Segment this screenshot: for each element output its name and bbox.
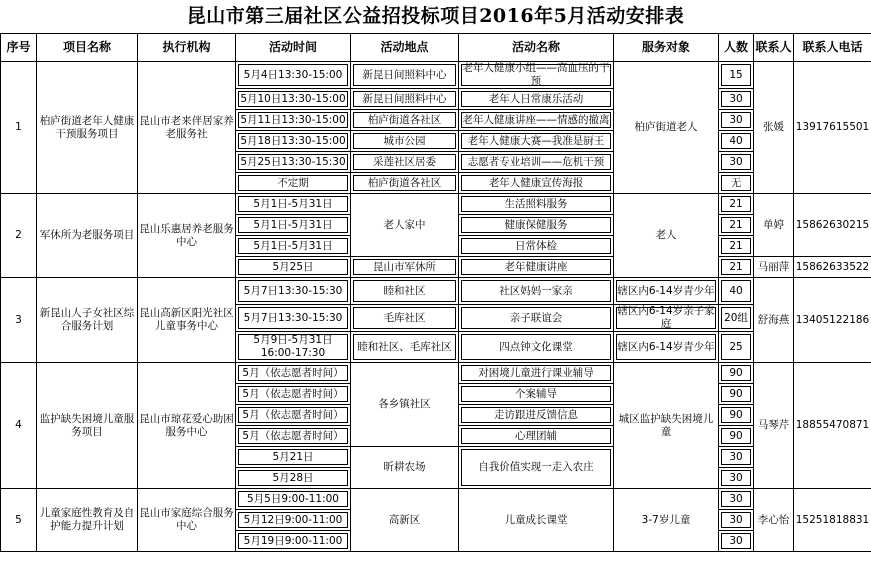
activity-name: 健康保健服务 <box>459 215 614 236</box>
participant-count: 90 <box>719 363 754 384</box>
activity-time: 5月28日 <box>236 468 351 489</box>
participant-count: 30 <box>719 152 754 173</box>
activity-name: 日常体检 <box>459 236 614 257</box>
activity-time: 5月1日-5月31日 <box>236 236 351 257</box>
participant-count: 30 <box>719 489 754 510</box>
activity-time: 5月7日13:30-15:30 <box>236 305 351 332</box>
contact-phone: 13405122186 <box>794 278 871 363</box>
activity-name: 亲子联谊会 <box>459 305 614 332</box>
service-target: 辖区内6-14岁青少年 <box>614 332 719 363</box>
service-target: 辖区内6-14岁青少年 <box>614 278 719 305</box>
participant-count: 30 <box>719 110 754 131</box>
activity-time: 5月7日13:30-15:30 <box>236 278 351 305</box>
project-org: 昆山市老来伴居家养老服务社 <box>138 62 236 194</box>
activity-place: 昆山市军休所 <box>351 257 459 278</box>
header-time: 活动时间 <box>236 34 351 62</box>
project-no: 2 <box>1 194 37 278</box>
activity-name: 老年人健康宣传海报 <box>459 173 614 194</box>
project-name: 儿童家庭性教育及自护能力提升计划 <box>37 489 138 552</box>
activity-place: 高新区 <box>351 489 459 552</box>
participant-count: 21 <box>719 257 754 278</box>
contact-phone: 18855470871 <box>794 363 871 489</box>
activity-place: 老人家中 <box>351 194 459 257</box>
activity-place: 城市公园 <box>351 131 459 152</box>
table-row <box>1 489 871 510</box>
participant-count: 21 <box>719 194 754 215</box>
service-target: 柏庐街道老人 <box>614 62 719 194</box>
service-target: 城区监护缺失困境儿童 <box>614 363 719 489</box>
header-org: 执行机构 <box>138 34 236 62</box>
participant-count: 90 <box>719 405 754 426</box>
activity-time: 5月4日13:30-15:00 <box>236 62 351 89</box>
activity-name: 对困境儿童进行课业辅导 <box>459 363 614 384</box>
activity-time: 5月25日 <box>236 257 351 278</box>
page-title: 昆山市第三届社区公益招投标项目2016年5月活动安排表 <box>186 5 685 27</box>
activity-place: 新昆日间照料中心 <box>351 62 459 89</box>
header-no: 序号 <box>1 34 37 62</box>
activity-place: 新昆日间照料中心 <box>351 89 459 110</box>
activity-time: 5月1日-5月31日 <box>236 215 351 236</box>
contact-person: 单婷 <box>754 194 794 257</box>
activity-time: 5月（依志愿者时间） <box>236 426 351 447</box>
activity-time: 5月21日 <box>236 447 351 468</box>
activity-place: 柏庐街道各社区 <box>351 173 459 194</box>
participant-count: 30 <box>719 89 754 110</box>
contact-person: 李心怡 <box>754 489 794 552</box>
table-row <box>1 194 871 215</box>
participant-count: 21 <box>719 236 754 257</box>
project-org: 昆山高新区阳光社区儿童事务中心 <box>138 278 236 363</box>
activity-time: 5月12日9:00-11:00 <box>236 510 351 531</box>
activity-name: 四点钟文化课堂 <box>459 332 614 363</box>
contact-person: 张媛 <box>754 62 794 194</box>
contact-phone: 15251818831 <box>794 489 871 552</box>
activity-name: 老年人健康小组——高血压的干预 <box>459 62 614 89</box>
table-row <box>1 62 871 89</box>
project-org: 昆山乐惠居养老服务中心 <box>138 194 236 278</box>
activity-time: 5月25日13:30-15:30 <box>236 152 351 173</box>
contact-person: 马丽萍 <box>754 257 794 278</box>
activity-hours: 16:00-17:30 <box>260 347 326 359</box>
activity-time: 5月5日9:00-11:00 <box>236 489 351 510</box>
activity-time: 5月19日9:00-11:00 <box>236 531 351 552</box>
participant-count: 40 <box>719 131 754 152</box>
activity-name: 老年健康讲座 <box>459 257 614 278</box>
activity-time: 5月18日13:30-15:00 <box>236 131 351 152</box>
activity-place: 昕耕农场 <box>351 447 459 489</box>
service-target: 辖区内6-14岁亲子家庭 <box>614 305 719 332</box>
header-project-name: 项目名称 <box>37 34 138 62</box>
participant-count: 无 <box>719 173 754 194</box>
activity-time: 5月（依志愿者时间） <box>236 405 351 426</box>
participant-count: 90 <box>719 384 754 405</box>
activity-name: 儿童成长课堂 <box>459 489 614 552</box>
activity-name: 老年人日常康乐活动 <box>459 89 614 110</box>
activity-place: 各乡镇社区 <box>351 363 459 447</box>
activity-name: 志愿者专业培训——危机干预 <box>459 152 614 173</box>
participant-count: 30 <box>719 510 754 531</box>
activity-place: 柏庐街道各社区 <box>351 110 459 131</box>
activity-date-range: 5月9日-5月31日 <box>253 334 333 346</box>
project-name: 监护缺失困境儿童服务项目 <box>37 363 138 489</box>
header-phone: 联系人电话 <box>794 34 871 62</box>
participant-count: 21 <box>719 215 754 236</box>
activity-time: 5月（依志愿者时间） <box>236 363 351 384</box>
activity-time: 5月11日13:30-15:00 <box>236 110 351 131</box>
activity-name: 生活照料服务 <box>459 194 614 215</box>
header-row <box>1 34 871 62</box>
project-org: 昆山市琼花爱心助困服务中心 <box>138 363 236 489</box>
service-target: 老人 <box>614 194 719 278</box>
activity-place: 毛库社区 <box>351 305 459 332</box>
activity-place: 睦和社区 <box>351 278 459 305</box>
participant-count: 20组 <box>719 305 754 332</box>
contact-phone: 15862630215 <box>794 194 871 257</box>
header-count: 人数 <box>719 34 754 62</box>
table-row <box>1 363 871 384</box>
contact-phone: 13917615501 <box>794 62 871 194</box>
activity-name: 老年人健康讲座——情感的撤离 <box>459 110 614 131</box>
activity-name: 心理团辅 <box>459 426 614 447</box>
activity-name: 走访跟进反馈信息 <box>459 405 614 426</box>
participant-count: 90 <box>719 426 754 447</box>
project-no: 1 <box>1 62 37 194</box>
project-no: 3 <box>1 278 37 363</box>
activity-name: 自我价值实现一走入农庄 <box>459 447 614 489</box>
activity-time: 不定期 <box>236 173 351 194</box>
header-activity: 活动名称 <box>459 34 614 62</box>
participant-count: 15 <box>719 62 754 89</box>
project-no: 5 <box>1 489 37 552</box>
project-no: 4 <box>1 363 37 489</box>
participant-count: 30 <box>719 468 754 489</box>
project-name: 新昆山人子女社区综合服务计划 <box>37 278 138 363</box>
participant-count: 40 <box>719 278 754 305</box>
project-org: 昆山市家庭综合服务中心 <box>138 489 236 552</box>
activity-place: 采莲社区居委 <box>351 152 459 173</box>
activity-time <box>236 332 351 363</box>
activity-time: 5月10日13:30-15:00 <box>236 89 351 110</box>
activity-name: 个案辅导 <box>459 384 614 405</box>
contact-phone: 15862633522 <box>794 257 871 278</box>
schedule-table <box>0 33 871 552</box>
activity-time: 5月1日-5月31日 <box>236 194 351 215</box>
header-place: 活动地点 <box>351 34 459 62</box>
header-contact: 联系人 <box>754 34 794 62</box>
activity-name: 社区妈妈一家亲 <box>459 278 614 305</box>
project-name: 军休所为老服务项目 <box>37 194 138 278</box>
activity-name: 老年人健康大赛—我准是厨王 <box>459 131 614 152</box>
service-target: 3-7岁儿童 <box>614 489 719 552</box>
header-target: 服务对象 <box>614 34 719 62</box>
project-name: 柏庐街道老年人健康干预服务项目 <box>37 62 138 194</box>
contact-person: 马琴芹 <box>754 363 794 489</box>
participant-count: 30 <box>719 531 754 552</box>
contact-person: 舒海燕 <box>754 278 794 363</box>
activity-time: 5月（依志愿者时间） <box>236 384 351 405</box>
activity-place: 睦和社区、毛库社区 <box>351 332 459 363</box>
participant-count: 30 <box>719 447 754 468</box>
table-row <box>1 278 871 305</box>
participant-count: 25 <box>719 332 754 363</box>
